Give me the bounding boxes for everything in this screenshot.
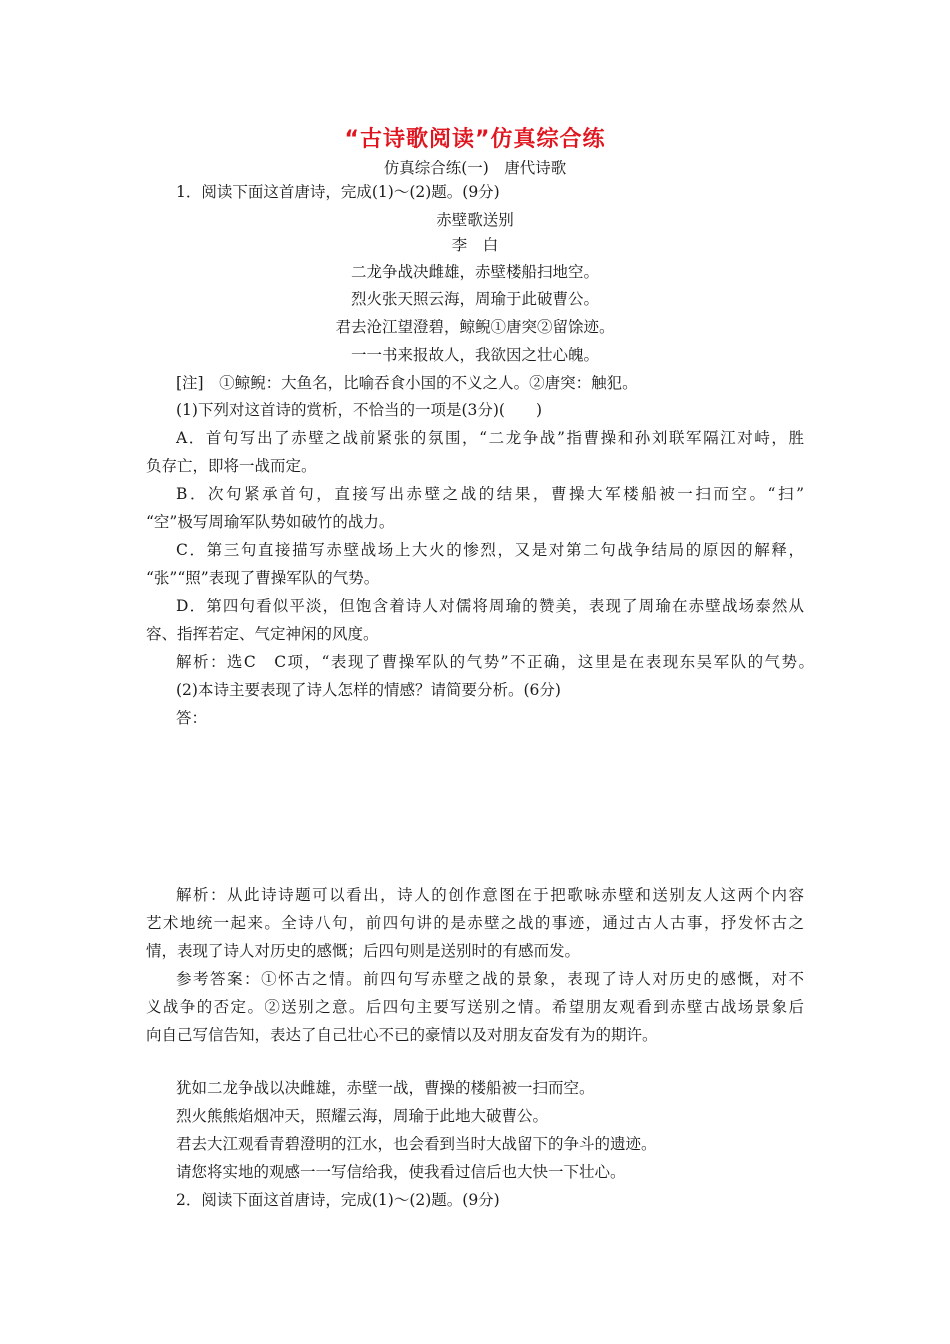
option-d: D．第四句看似平淡，但饱含着诗人对儒将周瑜的赞美，表现了周瑜在赤壁战场泰然从 <box>176 597 804 615</box>
question-1-intro: 1．阅读下面这首唐诗，完成(1)～(2)题。(9分) <box>176 183 500 201</box>
option-b: B．次句紧承首句，直接写出赤壁之战的结果，曹操大军楼船被一扫而空。“扫” <box>176 485 804 503</box>
option-a-cont: 负存亡，即将一战而定。 <box>146 457 317 475</box>
subquestion-1: (1)下列对这首诗的赏析，不恰当的一项是(3分)( ) <box>176 401 543 419</box>
translation-line: 烈火熊熊焰烟冲天，照耀云海，周瑜于此地大破曹公。 <box>176 1107 549 1125</box>
translation-line: 君去大江观看青碧澄明的江水，也会看到当时大战留下的争斗的遗迹。 <box>176 1135 657 1153</box>
document-title: “古诗歌阅读”仿真综合练 <box>344 127 606 152</box>
poem-author: 李 白 <box>451 236 499 254</box>
translation-line: 请您将实地的观感一一写信给我，使我看过信后也大快一下壮心。 <box>176 1163 626 1181</box>
analysis-2-cont: 艺术地统一起来。全诗八句，前四句讲的是赤壁之战的事迹，通过古人古事，抒发怀古之 <box>146 914 804 932</box>
analysis-2: 解析：从此诗诗题可以看出，诗人的创作意图在于把歌咏赤壁和送别友人这两个内容 <box>176 886 804 904</box>
option-c-cont: “张”“照”表现了曹操军队的气势。 <box>146 569 380 587</box>
poem-line: 烈火张天照云海，周瑜于此破曹公。 <box>350 290 599 308</box>
poem-notes: [注] ①鲸鲵：大鱼名，比喻吞食小国的不义之人。②唐突：触犯。 <box>176 374 638 392</box>
poem-line: 一一书来报故人，我欲因之壮心魄。 <box>350 346 599 364</box>
reference-answer-cont: 向自己写信告知，表达了自己壮心不已的豪情以及对朋友奋发有为的期许。 <box>146 1026 658 1044</box>
translation-line: 犹如二龙争战以决雌雄，赤壁一战，曹操的楼船被一扫而空。 <box>176 1079 595 1097</box>
poem-line: 君去沧江望澄碧，鲸鲵①唐突②留馀迹。 <box>335 318 615 336</box>
analysis-1: 解析：选C C项，“表现了曹操军队的气势”不正确，这里是在表现东吴军队的气势。 <box>176 653 814 671</box>
option-a: A．首句写出了赤壁之战前紧张的氛围，“二龙争战”指曹操和孙刘联军隔江对峙，胜 <box>176 429 804 447</box>
analysis-2-cont: 情，表现了诗人对历史的感慨；后四句则是送别时的有感而发。 <box>146 942 581 960</box>
question-2-intro: 2．阅读下面这首唐诗，完成(1)～(2)题。(9分) <box>176 1191 500 1209</box>
option-d-cont: 容、指挥若定、气定神闲的风度。 <box>146 625 379 643</box>
poem-line: 二龙争战决雌雄，赤壁楼船扫地空。 <box>350 263 599 281</box>
option-c: C．第三句直接描写赤壁战场上大火的惨烈，又是对第二句战争结局的原因的解释， <box>176 541 804 559</box>
subquestion-2: (2)本诗主要表现了诗人怎样的情感？请简要分析。(6分) <box>176 681 561 699</box>
reference-answer-cont: 义战争的否定。②送别之意。后四句主要写送别之情。希望朋友观看到赤壁古战场景象后 <box>146 998 804 1016</box>
section-subtitle: 仿真综合练(一) 唐代诗歌 <box>383 159 567 177</box>
reference-answer: 参考答案：①怀古之情。前四句写赤壁之战的景象，表现了诗人对历史的感慨，对不 <box>176 970 804 988</box>
option-b-cont: “空”极写周瑜军队势如破竹的战力。 <box>146 513 395 531</box>
poem-title: 赤壁歌送别 <box>436 211 514 229</box>
answer-label: 答： <box>176 709 208 727</box>
